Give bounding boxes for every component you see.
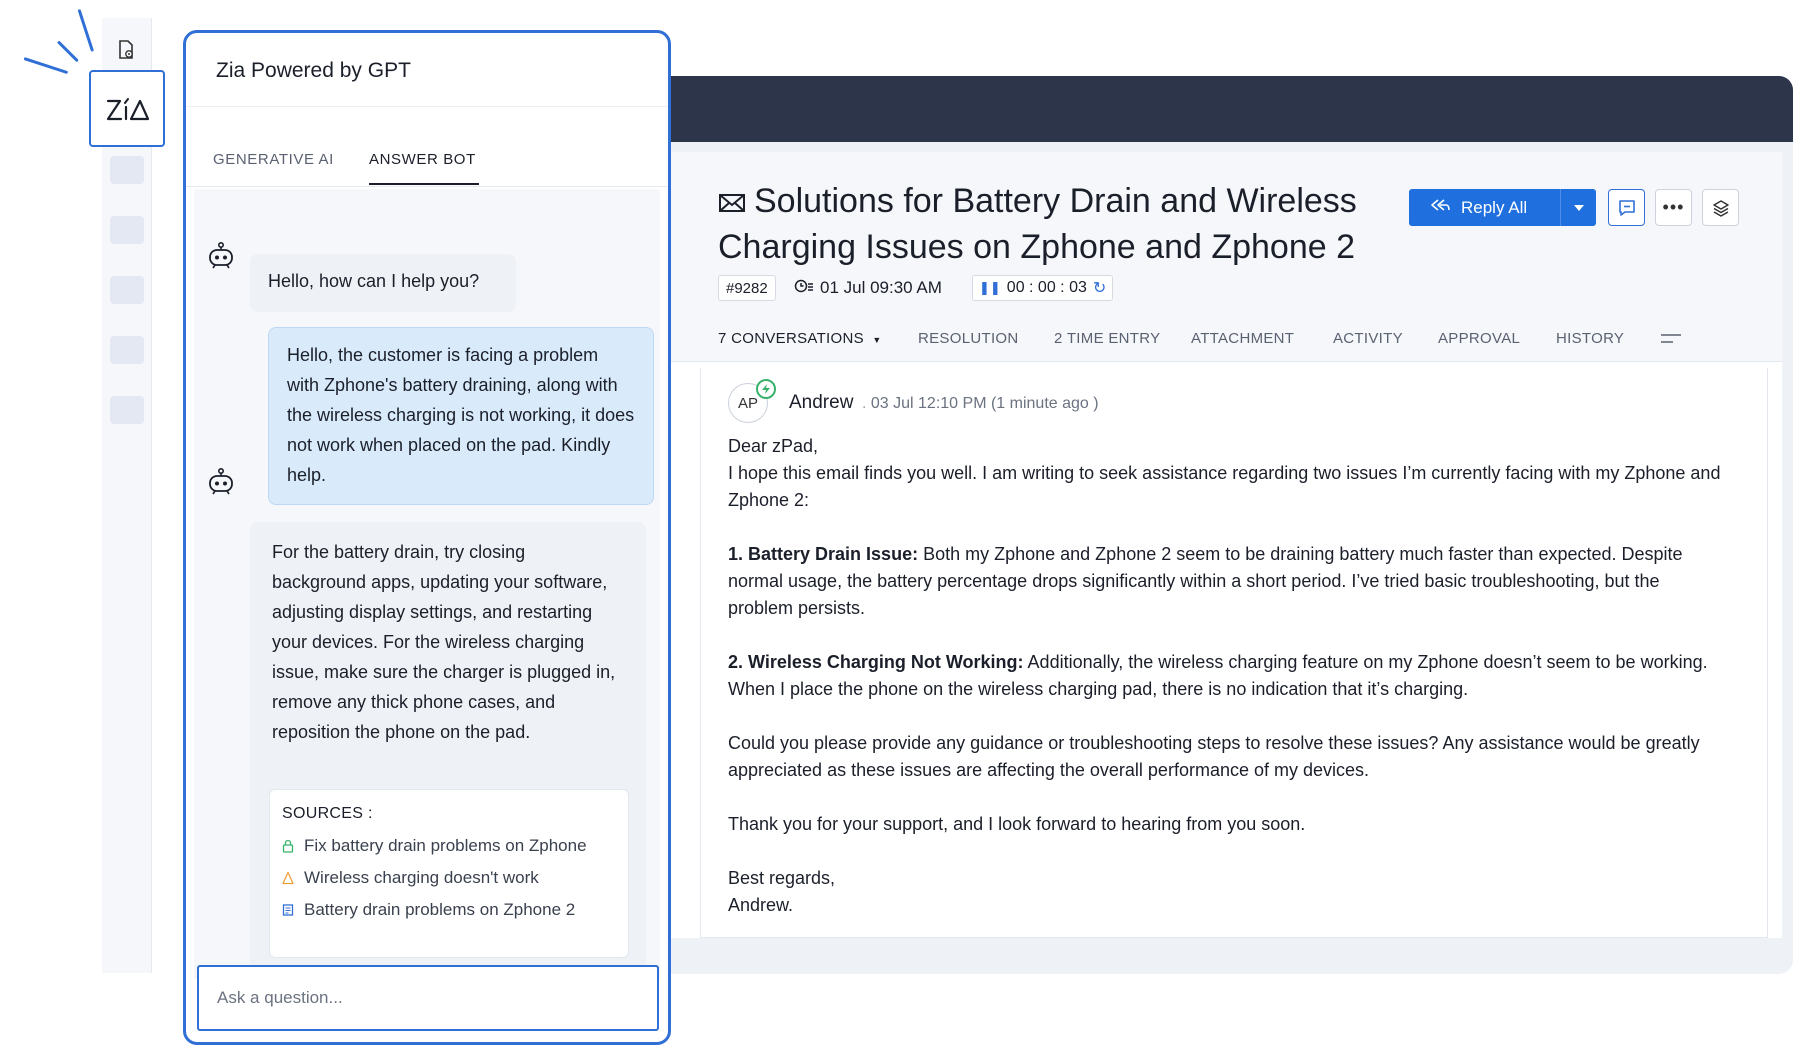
tab-history[interactable]: HISTORY: [1556, 330, 1625, 347]
email-issue-1: [728, 541, 1728, 622]
comment-icon: [1616, 197, 1638, 219]
source-link[interactable]: [282, 868, 539, 888]
tab-overflow-icon[interactable]: [1660, 332, 1682, 350]
sources-title: SOURCES :: [282, 805, 373, 822]
source-label: Battery drain problems on Zphone 2: [304, 900, 576, 919]
mail-icon: [718, 192, 746, 214]
reply-all-icon: [1429, 197, 1451, 218]
email-intro: I hope this email finds you well. I am writing to seek assistance regarding two issues I’m currently facing with my Zphone and Zphone 2:: [728, 463, 1721, 510]
source-label: Fix battery drain problems on Zphone: [304, 836, 587, 855]
issue-1-text: Both my Zphone and Zphone 2 seem to be draining battery much faster than expected. Despite normal usage, the battery percentage drops significantly within a short period. I’ve tried basic troubleshooting, but the problem persists.: [728, 544, 1683, 618]
bot-icon: [206, 467, 236, 497]
zia-title: Zia Powered by GPT: [216, 59, 411, 82]
comment-button[interactable]: [1608, 189, 1645, 226]
lock-icon: [282, 839, 294, 853]
email-signoff: Best regards,: [728, 868, 836, 888]
reply-all-button[interactable]: [1409, 189, 1596, 226]
chevron-down-icon: [1573, 204, 1585, 212]
ticket-timer: [972, 275, 1113, 301]
reply-all-label: Reply All: [1461, 197, 1528, 217]
bot-message: Hello, how can I help you?: [250, 254, 516, 312]
tab-conversations[interactable]: [718, 330, 882, 347]
ticket-date-text: 01 Jul 09:30 AM: [820, 278, 942, 297]
source-label: Wireless charging doesn't work: [304, 868, 539, 887]
email-thanks: Thank you for your support, and I look forward to hearing from you soon.: [728, 814, 1306, 834]
zia-tabs: [186, 107, 668, 187]
sparkle-stroke: [78, 9, 94, 52]
status-lightning-icon: [756, 379, 776, 399]
left-rail: [102, 18, 152, 973]
user-message: Hello, the customer is facing a problem with Zphone's battery draining, along with the wireless charging is not working, it does not work when placed on the pad. Kindly help.: [268, 327, 654, 505]
pause-icon[interactable]: ❚❚: [979, 280, 1001, 295]
ticket-date: [794, 275, 942, 301]
email-issue-2: [728, 649, 1728, 703]
avatar[interactable]: AP: [728, 383, 768, 423]
sender-time: [862, 395, 1099, 413]
sources-box: [269, 789, 629, 958]
ticket-id: #9282: [718, 275, 776, 301]
reply-all-dropdown[interactable]: [1561, 204, 1596, 212]
bot-answer-text: For the battery drain, try closing background apps, updating your software, adjusting display settings, and restarting your devices. For the wireless charging issue, make sure the charger is plugged in, remove any thick phone cases, and reposition the phone on the pad.: [272, 542, 616, 742]
sender-time-text: 03 Jul 12:10 PM (1 minute ago ): [870, 395, 1099, 412]
email-request: Could you please provide any guidance or troubleshooting steps to resolve these issues? Any assistance would be greatly appreciated as these issues are affecting the overall performance of my devices.: [728, 733, 1700, 780]
rail-item[interactable]: [110, 336, 144, 364]
timer-value: 00 : 00 : 03: [1006, 279, 1087, 296]
ticket-title-text: Solutions for Battery Drain and Wireless Charging Issues on Zphone and Zphone 2: [718, 182, 1357, 266]
issue-1-label: 1. Battery Drain Issue:: [728, 544, 919, 564]
warning-icon: [282, 871, 294, 885]
ask-question-input[interactable]: Ask a question...: [197, 965, 659, 1031]
separator-dot: .: [862, 395, 871, 412]
rail-item[interactable]: [110, 396, 144, 424]
sparkle-stroke: [57, 40, 79, 62]
issue-2-text: Additionally, the wireless charging feature on my Zphone doesn’t seem to be working. When I place the phone on the wireless charging pad, there is no indication that it’s charging.: [728, 652, 1708, 699]
issue-2-label: 2. Wireless Charging Not Working:: [728, 652, 1024, 672]
sender-name[interactable]: Andrew: [789, 392, 854, 413]
tab-underline: [369, 183, 479, 185]
layers-button[interactable]: [1702, 189, 1739, 226]
layers-icon: [1711, 198, 1731, 218]
rail-item[interactable]: [110, 216, 144, 244]
clock-list-icon: [794, 278, 814, 299]
tab-attachment[interactable]: ATTACHMENT: [1191, 330, 1295, 347]
more-button[interactable]: [1655, 189, 1692, 226]
email-signature: Andrew.: [728, 895, 794, 915]
chat-area: [194, 189, 660, 979]
ticket-topbar: [660, 76, 1793, 142]
settings-doc-icon[interactable]: [114, 38, 140, 64]
bot-icon: [206, 241, 236, 271]
tab-activity[interactable]: ACTIVITY: [1333, 330, 1403, 347]
document-icon: [282, 903, 294, 917]
ticket-title: [718, 178, 1418, 270]
rail-item[interactable]: [110, 276, 144, 304]
more-icon: •••: [1662, 197, 1685, 217]
reply-all-main[interactable]: [1409, 189, 1561, 226]
sparkle-stroke: [24, 57, 69, 74]
tab-resolution[interactable]: RESOLUTION: [918, 330, 1019, 347]
tab-generative-ai[interactable]: GENERATIVE AI: [213, 151, 334, 168]
tab-approval[interactable]: APPROVAL: [1438, 330, 1521, 347]
source-link[interactable]: [282, 900, 575, 920]
tab-label: 7 CONVERSATIONS: [718, 330, 864, 347]
source-link[interactable]: [282, 836, 587, 856]
tab-time-entry[interactable]: 2 TIME ENTRY: [1054, 330, 1161, 347]
zia-logo-icon: [104, 93, 150, 125]
caret-down-icon: ▼: [872, 335, 882, 345]
rail-item[interactable]: [110, 156, 144, 184]
email-greeting: Dear zPad,: [728, 436, 819, 456]
tab-answer-bot[interactable]: ANSWER BOT: [369, 151, 476, 168]
zia-panel: [183, 30, 671, 1045]
zia-header: [186, 33, 668, 107]
email-body: [728, 433, 1728, 919]
zia-logo-button[interactable]: [89, 70, 165, 147]
refresh-icon[interactable]: ↻: [1092, 280, 1107, 297]
